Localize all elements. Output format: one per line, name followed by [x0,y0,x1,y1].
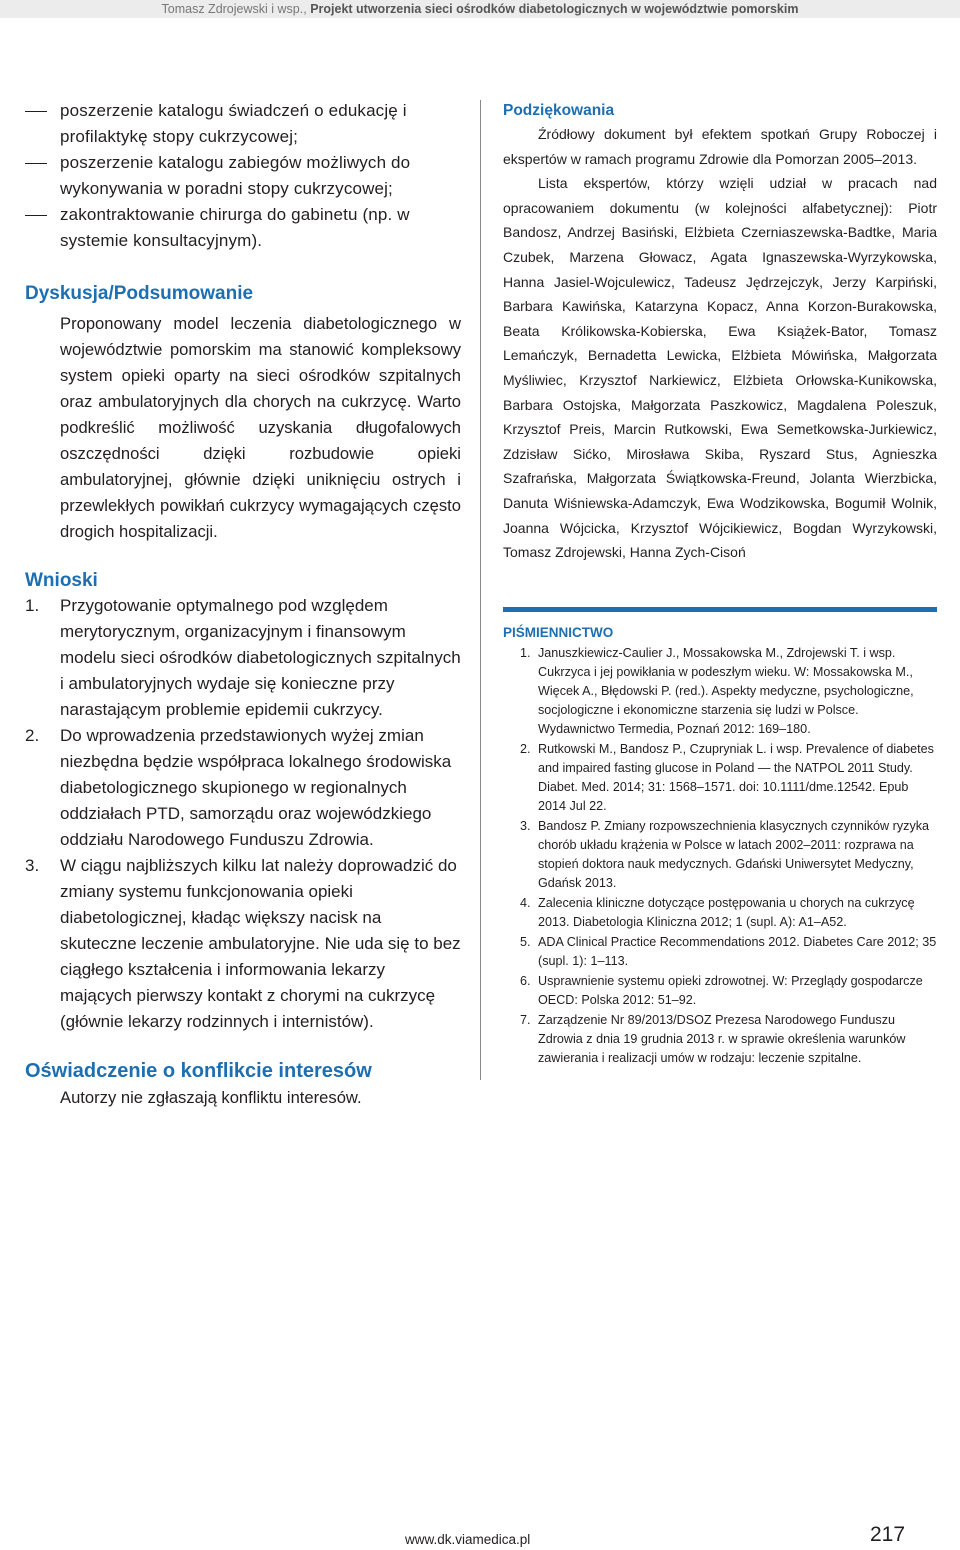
reference-item: 1. Januszkiewicz-Caulier J., Mossakowska M., Zdrojewski T. i wsp. Cukrzyca i jej powikłania w podeszłym wieku. W: Mossakowska M., Więcek A., Błędowski P. (red.). Aspekty medyczne, psychologiczne, socjologiczne i ekonomiczne starzenia się ludzi w Polsce. Wydawnictwo Termedia, Poznań 2012: 169–180. [520,645,914,736]
footer-url-link[interactable]: www.dk.viamedica.pl [405,1532,531,1547]
dash-marker [25,215,47,216]
header-authors: Tomasz Zdrojewski i wsp., [161,2,307,16]
reference-item: 7. Zarządzenie Nr 89/2013/DSOZ Prezesa Narodowego Funduszu Zdrowia z dnia 19 grudnia 2013 r. w sprawie określenia warunków zawierania i realizacji umów w rodzaju: leczenie szpitalne. [520,1012,906,1065]
list-item: 3. W ciągu najbliższych kilku lat należy doprowadzić do zmiany systemu funkcjonowania opieki diabetologicznej, kładąc większy nacisk na skuteczne leczenie ambulatoryjne. Nie uda się to bez ciągłego kształcenia i informowania lekarzy mających pierwszy kontakt z chorymi na cukrzycę (głównie lekarzy rodzinnych i internistów). [25,856,461,1031]
reference-item: 3. Bandosz P. Zmiany rozpowszechnienia klasycznych czynników ryzyka chorób układu krążenia w Polsce w latach 2002–2011: rozprawa na stopień doktora nauk medycznych. Gdański Uniwersytet Medyczny, Gdańsk 2013. [520,818,930,890]
acknowledgements-paragraph: Źródłowy dokument był efektem spotkań Grupy Roboczej i ekspertów w ramach programu Zdrowie dla Pomorzan 2005–2013. [503,126,937,167]
reference-item: 6. Usprawnienie systemu opieki zdrowotnej. W: Przeglądy gospodarcze OECD: Polska 2012: 51–92. [520,973,923,1007]
page-number: 217 [870,1523,906,1546]
reference-item: 4. Zalecenia kliniczne dotyczące postępowania u chorych na cukrzycę 2013. Diabetologia Kliniczna 2012; 1 (supl. A): A1–A52. [520,895,915,929]
list-item: 1. Przygotowanie optymalnego pod względem merytorycznym, organizacyjnym i finansowym modelu sieci ośrodków diabetologicznych szpitalnych i ambulatoryjnych wydaje się konieczne przy narastającym problemie epidemii cukrzycy. [25,596,461,719]
references-bar [503,607,937,612]
running-header [0,0,960,18]
header-title: Projekt utworzenia sieci ośrodków diabetologicznych w województwie pomorskim [310,2,799,16]
left-column [25,98,461,1111]
dash-marker [25,163,47,164]
discussion-heading: Dyskusja/Podsumowanie [25,283,254,304]
reference-item: 2. Rutkowski M., Bandosz P., Czupryniak L. i wsp. Prevalence of diabetes and impaired fasting glucose in Poland — the NATPOL 2011 Study. Diabet. Med. 2014; 31: 1568–1571. doi: 10.1111/dme.12542. Epub 2014 Jul 22. [520,741,934,813]
conclusions-list [25,593,461,1035]
conflict-heading: Oświadczenie o konflikcie interesów [25,1060,372,1082]
references-list [503,644,937,1068]
references-heading: PIŚMIENNICTWO [503,624,614,640]
dash-marker [25,111,47,112]
discussion-paragraph: Proponowany model leczenia diabetologicznego w województwie pomorskim ma stanowić kompleksowy system opieki oparty na sieci ośrodków szpitalnych oraz ambulatoryjnych dla chorych na cukrzycę. Warto podkreślić możliwość uzyskania długofalowych oszczędności dzięki rozbudowie opieki ambulatoryjnej, głównie dzięki uniknięciu ostrych i przewlekłych powikłań cukrzycy wymagających często drogich hospitalizacji. [60,314,461,541]
bullet-list [25,98,461,254]
list-item: zakontraktowanie chirurga do gabinetu (np. w systemie konsultacyjnym). [25,202,461,254]
acknowledgements-heading: Podziękowania [503,102,615,119]
list-item: 2. Do wprowadzenia przedstawionych wyżej zmian niezbędna będzie współpraca lokalnego środowiska diabetologicznego skupionego w regionalnych oddziałach PTD, samorządu oraz wojewódzkiego oddziału Narodowego Funduszu Zdrowia. [25,726,452,849]
experts-paragraph: Lista ekspertów, którzy wzięli udział w pracach nad opracowaniem dokumentu (w kolejności alfabetycznej): Piotr Bandosz, Andrzej Basiński, Elżbieta Czerniaszewska-Badtke, Maria Czubek, Marzena Głowacz, Agata Ignaszewska-Wyrzykowska, Hanna Jasiel-Wojculewicz, Tadeusz Jędrzejczyk, Jerzy Karpiński, Barbara Kawińska, Katarzyna Kopacz, Anna Korzon-Burakowska, Beata Królikowska-Kobierska, Ewa Książek-Bator, Tomasz Lemańczyk, Bernadetta Lewicka, Elżbieta Mówińska, Małgorzata Myśliwiec, Krzysztof Narkiewicz, Elżbieta Orłowska-Kunikowska, Barbara Ostojska, Małgorzata Paszkowicz, Magdalena Poleszuk, Krzysztof Preis, Marcin Rutkowski, Ewa Semetkowska-Jurkiewicz, Zdzisław Sićko, Mirosława Skiba, Ryszard Stus, Agnieszka Szafrańska, Małgorzata Świątkowska-Freund, Jolanta Wierzbicka, Danuta Wiśniewska-Adamczyk, Ewa Wodzikowska, Bogumił Wolnik, Joanna Wójcicka, Krzysztof Wójcikiewicz, Bogdan Wyrzykowski, Tomasz Zdrojewski, Hanna Zych-Cisoń [503,175,937,561]
reference-item: 5. ADA Clinical Practice Recommendations 2012. Diabetes Care 2012; 35 (supl. 1): 1–113. [520,934,937,968]
right-column [503,100,937,1069]
conflict-text: Autorzy nie zgłaszają konfliktu interesów. [60,1088,362,1107]
column-divider [480,100,481,1080]
list-item: poszerzenie katalogu zabiegów możliwych do wykonywania w poradni stopy cukrzycowej; [25,150,461,202]
conclusions-heading: Wnioski [25,570,98,591]
list-item: poszerzenie katalogu świadczeń o edukację i profilaktykę stopy cukrzycowej; [25,98,461,150]
